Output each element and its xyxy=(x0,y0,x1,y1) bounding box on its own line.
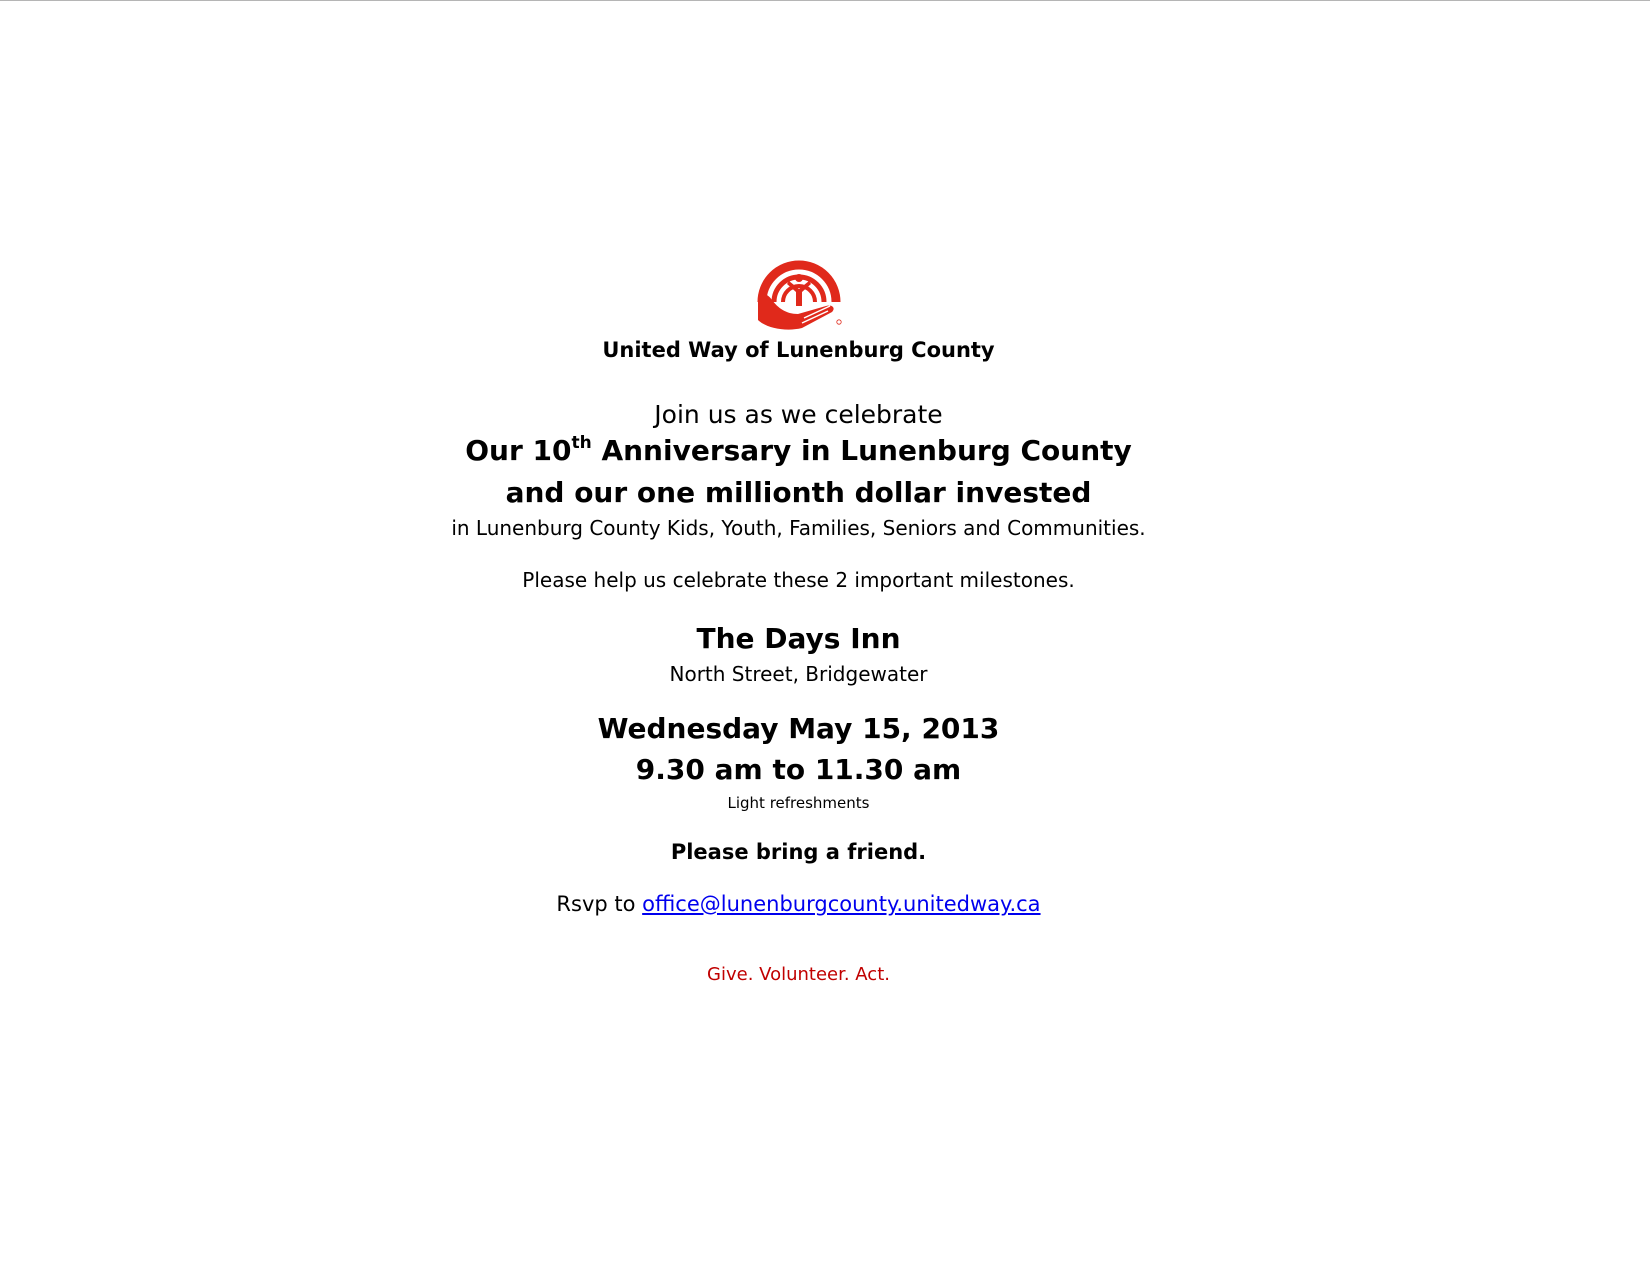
anniversary-heading xyxy=(0,434,1597,467)
anniversary-prefix: Our 10 xyxy=(465,434,572,467)
venue-address: North Street, Bridgewater xyxy=(669,662,928,686)
united-way-hand-rainbow-icon xyxy=(756,248,842,330)
milestone-heading: and our one millionth dollar invested xyxy=(505,476,1092,509)
anniversary-suffix: Anniversary in Lunenburg County xyxy=(591,434,1132,467)
intro-text: Join us as we celebrate xyxy=(654,400,943,429)
rsvp-email-link[interactable]: office@lunenburgcounty.unitedway.ca xyxy=(642,892,1041,916)
venue-name: The Days Inn xyxy=(696,622,901,655)
rsvp-line xyxy=(0,892,1597,916)
event-time: 9.30 am to 11.30 am xyxy=(635,753,962,786)
invested-in-text: in Lunenburg County Kids, Youth, Families, Seniors and Communities. xyxy=(451,516,1146,540)
refreshments-note: Light refreshments xyxy=(727,794,870,812)
event-date: Wednesday May 15, 2013 xyxy=(597,712,1000,745)
bring-friend-text: Please bring a friend. xyxy=(670,840,927,864)
anniversary-superscript: th xyxy=(571,433,592,453)
rsvp-label: Rsvp to xyxy=(556,892,643,916)
tagline: Give. Volunteer. Act. xyxy=(707,964,890,985)
organization-name: United Way of Lunenburg County xyxy=(602,338,995,362)
help-text: Please help us celebrate these 2 important milestones. xyxy=(522,568,1075,592)
